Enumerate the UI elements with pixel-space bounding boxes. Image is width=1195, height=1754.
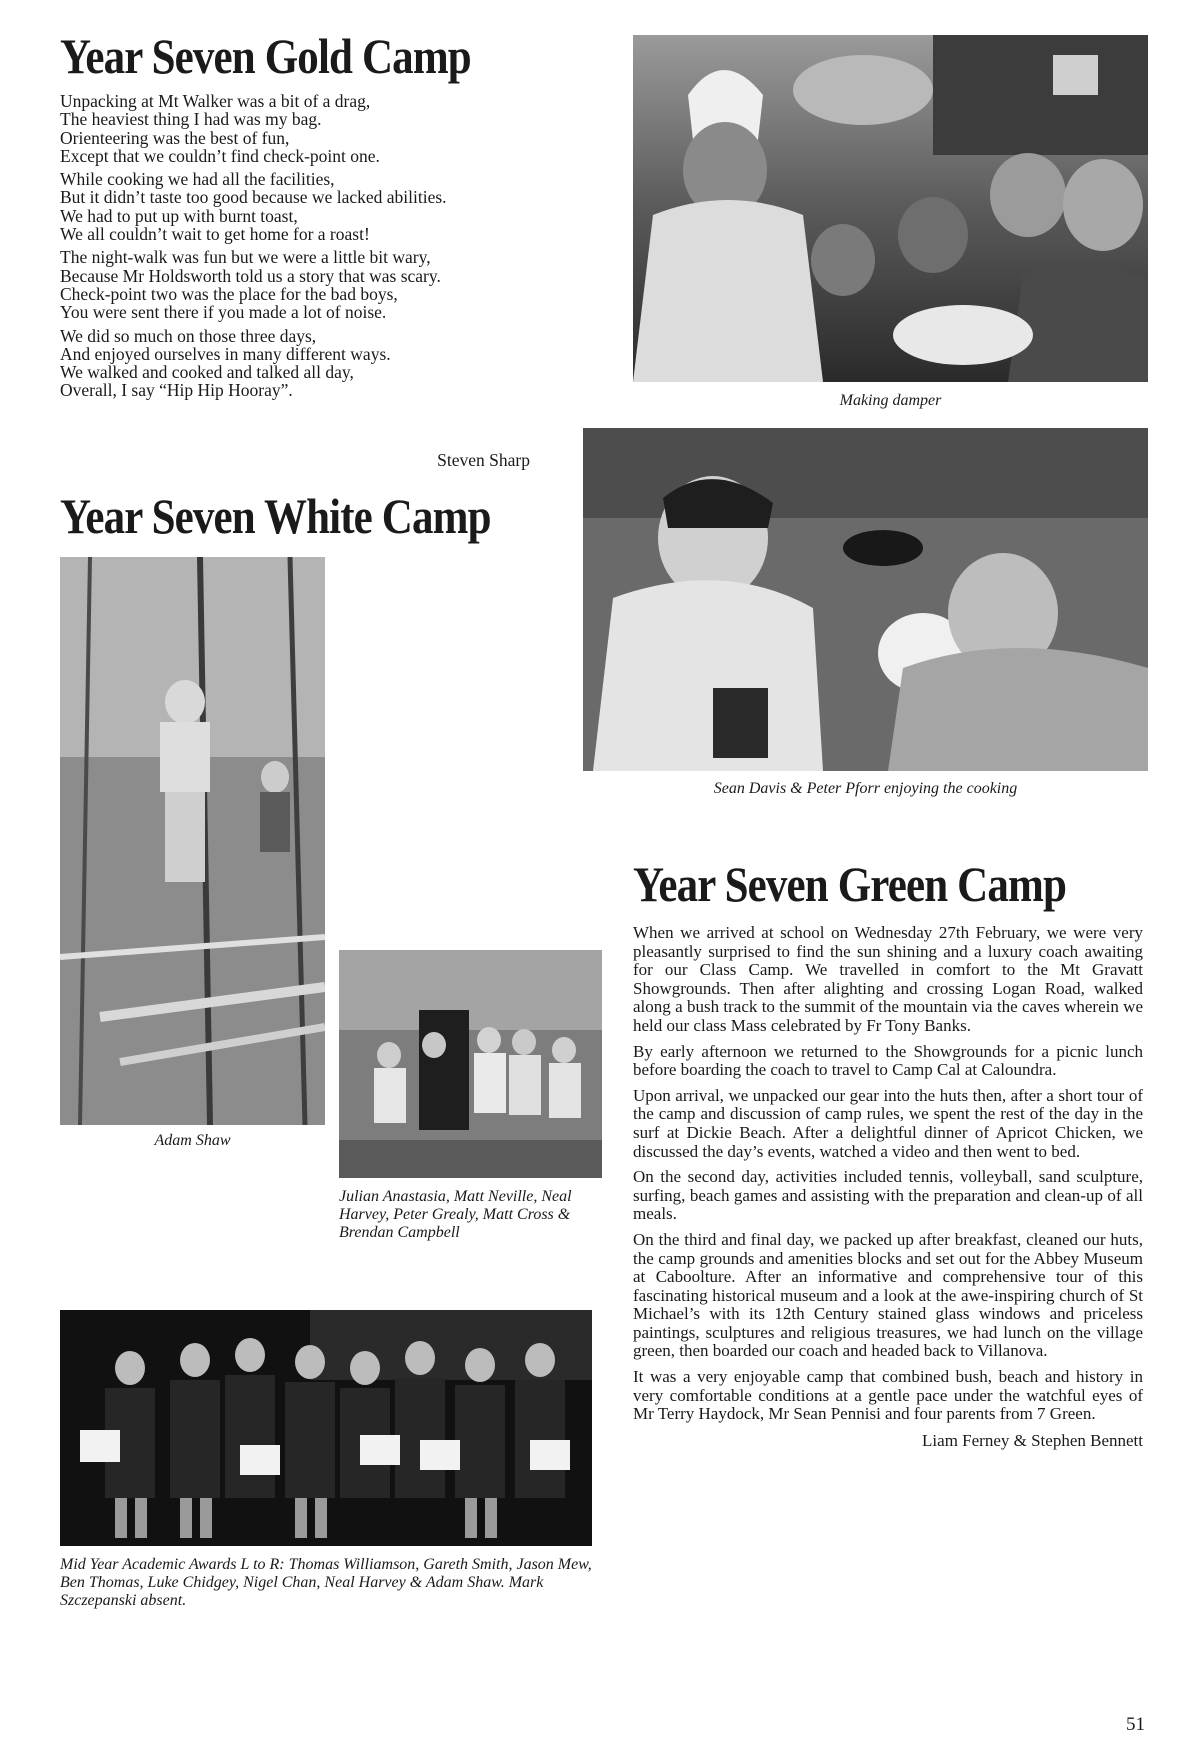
poem-line: You were sent there if you made a lot of noise. — [60, 302, 387, 323]
poem-line: Check-point two was the place for the bad boys, — [60, 283, 398, 304]
article-paragraph: It was a very enjoyable camp that combined bush, beach and history in very comfortable conditions at a gentle pace under the watchful eyes of Mr Terry Haydock, Mr Sean Pennisi and four parents from 7 Green. — [633, 1367, 1143, 1424]
poem-line: We did so much on those three days, — [60, 325, 317, 346]
poem-stanza-2 — [60, 170, 540, 243]
poem-line: The night-walk was fun but we were a little bit wary, — [60, 247, 431, 268]
caption-academic-awards: Mid Year Academic Awards L to R: Thomas Williamson, Gareth Smith, Jason Mew, Ben Thomas, Luke Chidgey, Nigel Chan, Neal Harvey & Adam Shaw. Mark Szczepanski absent. — [60, 1556, 592, 1609]
poem-line: Overall, I say “Hip Hip Hooray”. — [60, 380, 293, 401]
photo-cooking — [583, 428, 1148, 771]
poem-line: Orienteering was the best of fun, — [60, 127, 290, 148]
article-paragraph: By early afternoon we returned to the Showgrounds for a picnic lunch before boarding the coach to travel to Camp Cal at Caloundra. — [633, 1041, 1143, 1080]
poem-line: But it didn’t taste too good because we lacked abilities. — [60, 187, 447, 208]
gold-camp-poem — [60, 92, 540, 405]
poem-line: We walked and cooked and talked all day, — [60, 362, 354, 383]
article-paragraph: On the third and final day, we packed up after breakfast, cleaned our huts, the camp grounds and amenities blocks and set out for the Abbey Museum at Caboolture. After an informative and comprehensive tour of this fascinating historical museum and a look at the awe-inspiring church of St Michael’s with its 12th Century stained glass windows and priceless paintings, sculptures and religious treasures, we had lunch on the village green, then boarded our coach and headed back to Villanova. — [633, 1229, 1143, 1361]
poem-line: We had to put up with burnt toast, — [60, 205, 298, 226]
poem-line: While cooking we had all the facilities, — [60, 169, 335, 190]
caption-adam-shaw: Adam Shaw — [154, 1132, 231, 1149]
photo-adam-shaw — [60, 557, 325, 1125]
page-number: 51 — [1126, 1714, 1145, 1735]
photo-group — [339, 950, 602, 1178]
green-camp-article — [633, 924, 1143, 1451]
photo-making-damper — [633, 35, 1148, 382]
green-camp-title: Year Seven Green Camp — [633, 856, 1067, 912]
poem-stanza-3 — [60, 248, 540, 321]
white-camp-title: Year Seven White Camp — [60, 488, 491, 544]
poem-stanza-1 — [60, 92, 540, 165]
poem-stanza-4 — [60, 327, 540, 400]
article-paragraph: When we arrived at school on Wednesday 27th February, we were very pleasantly surprised to find the sun shining and a luxury coach awaiting for our Class Camp. We travelled in comfort to the Mt Gravatt Showgrounds. Then after alighting and crossing Logan Road, walked along a bush track to the summit of the mountain via the caves wherein we held our class Mass celebrated by Fr Tony Banks. — [633, 923, 1143, 1035]
caption-making-damper: Making damper — [839, 392, 942, 409]
photo-academic-awards — [60, 1310, 592, 1546]
poem-line: And enjoyed ourselves in many different ways. — [60, 343, 391, 364]
article-paragraph: Upon arrival, we unpacked our gear into the huts then, after a short tour of the camp and discussion of camp rules, we spent the rest of the day in the surf at Dickie Beach. After a delightful dinner of Apricot Chicken, we discussed the day’s events, watched a video and then went to bed. — [633, 1085, 1143, 1161]
article-paragraph: On the second day, activities included tennis, volleyball, sand sculpture, surfing, beach games and assisting with the preparation and clean-up of all meals. — [633, 1167, 1143, 1224]
poem-line: Unpacking at Mt Walker was a bit of a drag, — [60, 91, 371, 111]
poem-line: The heaviest thing I had was my bag. — [60, 109, 322, 130]
article-authors: Liam Ferney & Stephen Bennett — [922, 1430, 1143, 1450]
poem-line: Except that we couldn’t find check-point one. — [60, 145, 380, 166]
gold-camp-title: Year Seven Gold Camp — [60, 28, 471, 84]
poem-author: Steven Sharp — [437, 450, 530, 470]
poem-line: Because Mr Holdsworth told us a story that was scary. — [60, 265, 441, 286]
caption-group: Julian Anastasia, Matt Neville, Neal Harvey, Peter Grealy, Matt Cross & Brendan Campbell — [339, 1188, 572, 1241]
poem-line: We all couldn’t wait to get home for a roast! — [60, 224, 370, 245]
caption-cooking: Sean Davis & Peter Pforr enjoying the cooking — [713, 780, 1018, 797]
